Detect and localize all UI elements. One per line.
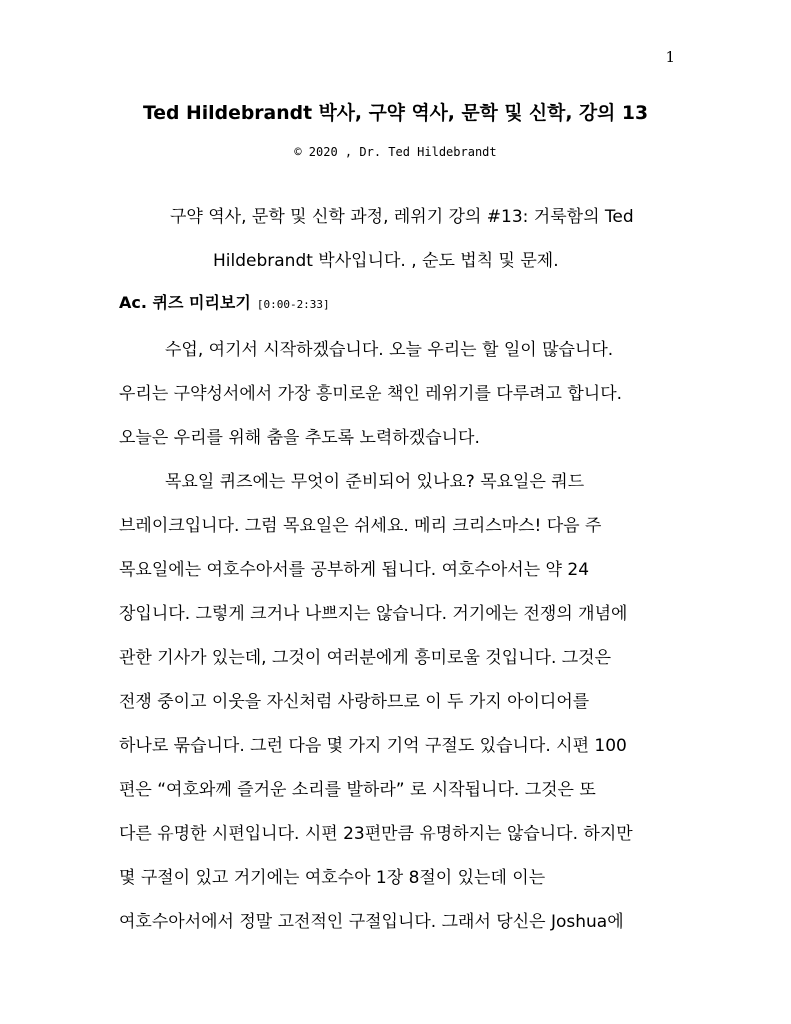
- body-line-4: 목요일 퀴즈에는 무엇이 준비되어 있나요? 목요일은 쿼드: [165, 472, 585, 492]
- body-line-9: 전쟁 중이고 이웃을 자신처럼 사랑하므로 이 두 가지 아이디어를: [119, 692, 590, 712]
- body-line-13: 몇 구절이 있고 거기에는 여호수아 1장 8절이 있는데 이는: [119, 868, 546, 888]
- section-timestamp: [0:00-2:33]: [256, 298, 330, 311]
- body-line-8: 관한 기사가 있는데, 그것이 여러분에게 흥미로울 것입니다. 그것은: [119, 648, 612, 668]
- body-line-14: 여호수아서에서 정말 고전적인 구절입니다. 그래서 당신은 Joshua에: [119, 912, 624, 932]
- page-number: 1: [665, 48, 675, 66]
- section-heading: [119, 290, 330, 313]
- body-line-6: 목요일에는 여호수아서를 공부하게 됩니다. 여호수아서는 약 24: [119, 560, 590, 580]
- body-line-2: 우리는 구약성서에서 가장 흥미로운 책인 레위기를 다루려고 합니다.: [119, 384, 623, 404]
- body-line-11: 편은 “여호와께 즐거운 소리를 발하라” 로 시작됩니다. 그것은 또: [119, 780, 596, 800]
- body-line-3: 오늘은 우리를 위해 춤을 추도록 노력하겠습니다.: [119, 428, 480, 448]
- copyright-notice: © 2020 , Dr. Ted Hildebrandt: [294, 145, 497, 159]
- body-line-1: 수업, 여기서 시작하겠습니다. 오늘 우리는 할 일이 많습니다.: [165, 340, 614, 360]
- section-label: Ac. 퀴즈 미리보기: [119, 293, 251, 312]
- intro-line-2: Hildebrandt 박사입니다. , 순도 법칙 및 문제.: [213, 251, 559, 271]
- body-line-12: 다른 유명한 시편입니다. 시편 23편만큼 유명하지는 않습니다. 하지만: [119, 824, 633, 844]
- body-line-7: 장입니다. 그렇게 크거나 나쁘지는 않습니다. 거기에는 전쟁의 개념에: [119, 604, 628, 624]
- body-line-10: 하나로 묶습니다. 그런 다음 몇 가지 기억 구절도 있습니다. 시편 100: [119, 736, 627, 756]
- document-title: Ted Hildebrandt 박사, 구약 역사, 문학 및 신학, 강의 13: [142, 103, 649, 124]
- intro-line-1: 구약 역사, 문학 및 신학 과정, 레위기 강의 #13: 거룩함의 Ted: [170, 207, 634, 227]
- body-line-5: 브레이크입니다. 그럼 목요일은 쉬세요. 메리 크리스마스! 다음 주: [119, 516, 602, 536]
